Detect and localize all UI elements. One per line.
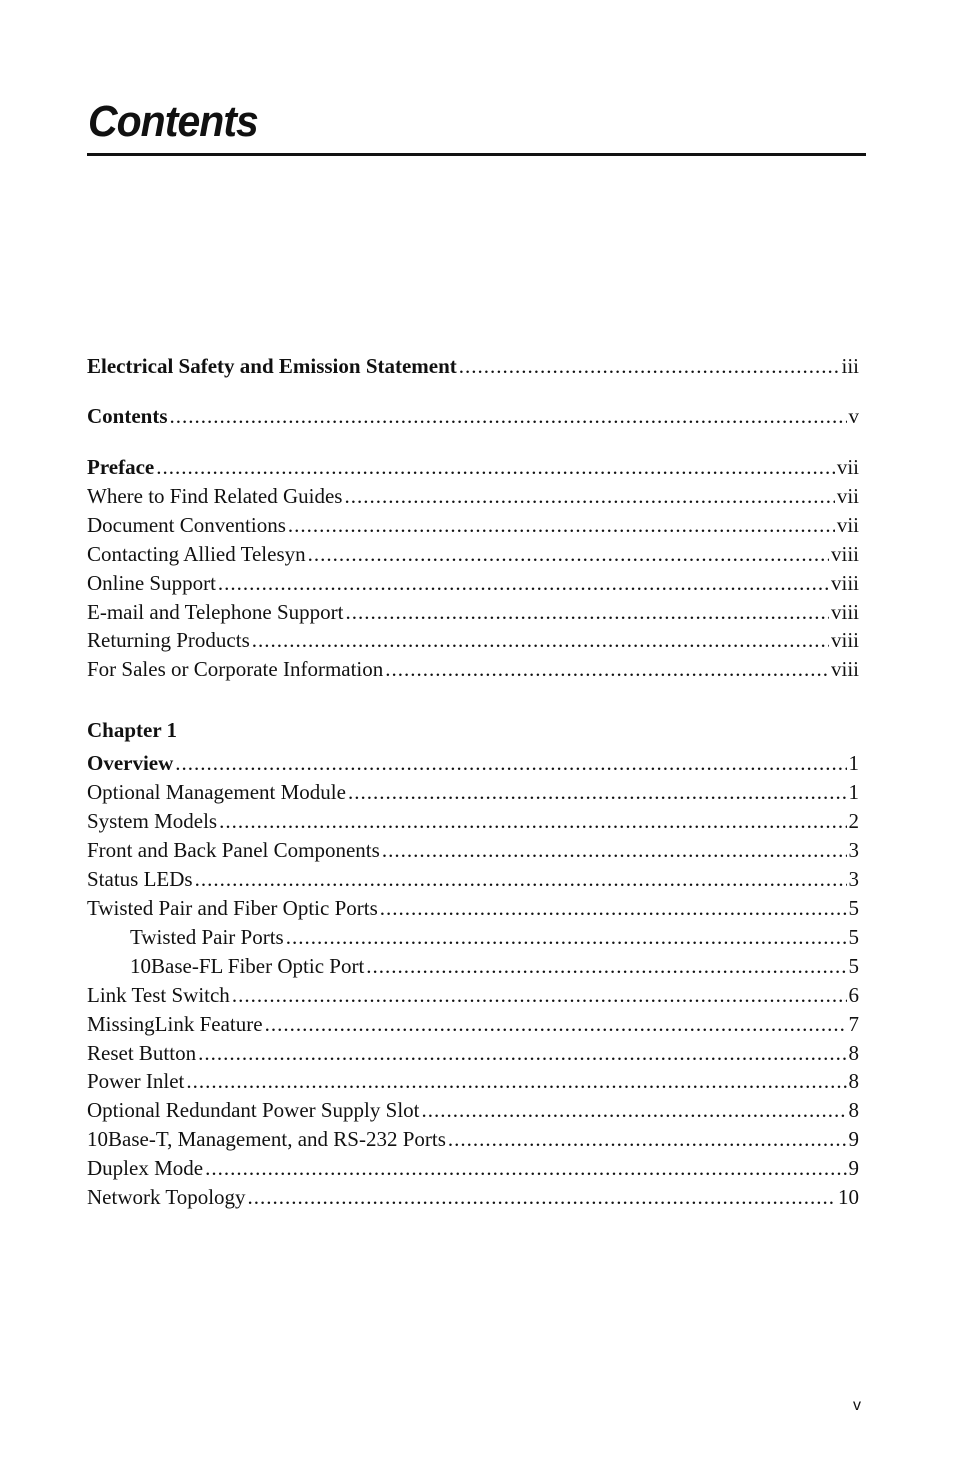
dot-leader [348, 779, 847, 805]
dot-leader [346, 599, 829, 625]
toc-entry-label: Twisted Pair and Fiber Optic Ports [87, 896, 378, 920]
toc-entry-power-inlet[interactable] [87, 1068, 859, 1094]
dot-leader [344, 483, 834, 509]
toc-entry-page: viii [830, 657, 859, 681]
toc-entry-ports[interactable] [87, 1126, 859, 1152]
toc-entry-page: 1 [848, 780, 859, 804]
toc-entry-missinglink[interactable] [87, 1011, 859, 1037]
toc-entry-label: Online Support [87, 571, 216, 595]
toc-entry-page: 7 [848, 1012, 859, 1036]
dot-leader [198, 1040, 846, 1066]
title-rule [87, 153, 866, 156]
toc-entry-tp-fiber-ports[interactable] [87, 895, 859, 921]
toc-entry-document-conventions[interactable] [87, 512, 859, 538]
toc-entry-label: System Models [87, 809, 218, 833]
toc-entry-sales-info[interactable] [87, 656, 859, 682]
toc-entry-label: Where to Find Related Guides [87, 484, 343, 508]
toc-entry-page: 8 [848, 1069, 859, 1093]
toc-entry-label: Duplex Mode [87, 1156, 204, 1180]
toc-entry-label: MissingLink Feature [87, 1012, 263, 1036]
dot-leader [382, 837, 847, 863]
dot-leader [186, 1068, 846, 1094]
toc-entry-label: Reset Button [87, 1041, 197, 1065]
toc-entry-label: Link Test Switch [87, 983, 230, 1007]
toc-entry-page: 5 [848, 896, 859, 920]
toc-entry-contents[interactable] [87, 403, 859, 429]
toc-entry-page: iii [841, 354, 859, 378]
toc-entry-system-models[interactable] [87, 808, 859, 834]
toc-entry-page: 2 [848, 809, 859, 833]
dot-leader [252, 627, 829, 653]
toc-entry-label: Status LEDs [87, 867, 193, 891]
toc-entry-label: Optional Redundant Power Supply Slot [87, 1098, 420, 1122]
toc-entry-label: Returning Products [87, 628, 250, 652]
toc-entry-fiber-optic-port[interactable] [87, 953, 859, 979]
toc-entry-page: v [848, 404, 859, 428]
dot-leader [422, 1097, 847, 1123]
toc-entry-redundant-power[interactable] [87, 1097, 859, 1123]
toc-entry-label: For Sales or Corporate Information [87, 657, 384, 681]
toc-entry-page: 6 [848, 983, 859, 1007]
toc-entry-page: viii [830, 600, 859, 624]
toc-entry-label: Network Topology [87, 1185, 246, 1209]
toc-entry-label: Document Conventions [87, 513, 286, 537]
toc-entry-label: 10Base-FL Fiber Optic Port [130, 954, 365, 978]
toc-entry-label: Preface [87, 455, 155, 479]
toc-entry-page: 8 [848, 1098, 859, 1122]
dot-leader [219, 808, 846, 834]
chapter-heading: Chapter 1 [87, 718, 178, 742]
page-title: Contents [88, 97, 258, 146]
dot-leader [175, 750, 846, 776]
toc-entry-network-topology[interactable] [87, 1184, 859, 1210]
dot-leader [459, 353, 840, 379]
toc-entry-page: 9 [848, 1127, 859, 1151]
toc-entry-status-leds[interactable] [87, 866, 859, 892]
toc-entry-email-telephone[interactable] [87, 599, 859, 625]
toc-entry-page: 3 [848, 867, 859, 891]
toc-entry-label: Front and Back Panel Components [87, 838, 380, 862]
toc-entry-management-module[interactable] [87, 779, 859, 805]
toc-entry-duplex-mode[interactable] [87, 1155, 859, 1181]
dot-leader [205, 1155, 846, 1181]
toc-entry-page: vii [836, 484, 859, 508]
toc-entry-label: Contacting Allied Telesyn [87, 542, 306, 566]
toc-entry-preface[interactable] [87, 454, 859, 480]
toc-entry-page: 3 [848, 838, 859, 862]
toc-entry-page: 9 [848, 1156, 859, 1180]
dot-leader [308, 541, 829, 567]
toc-entry-label: Power Inlet [87, 1069, 185, 1093]
toc-entry-online-support[interactable] [87, 570, 859, 596]
dot-leader [288, 512, 835, 538]
toc-entry-panel-components[interactable] [87, 837, 859, 863]
dot-leader [170, 403, 847, 429]
toc-entry-page: 8 [848, 1041, 859, 1065]
dot-leader [218, 570, 829, 596]
toc-entry-label: Electrical Safety and Emission Statement [87, 354, 457, 378]
dot-leader [286, 924, 847, 950]
toc-entry-safety-statement[interactable] [87, 353, 859, 379]
dot-leader [232, 982, 847, 1008]
toc-entry-related-guides[interactable] [87, 483, 859, 509]
toc-entry-label: Optional Management Module [87, 780, 346, 804]
toc-entry-label: 10Base-T, Management, and RS-232 Ports [87, 1127, 446, 1151]
toc-entry-returning-products[interactable] [87, 627, 859, 653]
dot-leader [366, 953, 846, 979]
dot-leader [265, 1011, 847, 1037]
dot-leader [156, 454, 835, 480]
toc-entry-page: viii [830, 542, 859, 566]
toc-entry-label: E-mail and Telephone Support [87, 600, 344, 624]
toc-entry-overview[interactable] [87, 750, 859, 776]
dot-leader [248, 1184, 836, 1210]
toc-entry-label: Overview [87, 751, 174, 775]
toc-entry-contacting[interactable] [87, 541, 859, 567]
toc-entry-twisted-pair-ports[interactable] [87, 924, 859, 950]
toc-entry-reset-button[interactable] [87, 1040, 859, 1066]
toc-entry-label: Twisted Pair Ports [130, 925, 284, 949]
dot-leader [380, 895, 847, 921]
dot-leader [448, 1126, 847, 1152]
dot-leader [195, 866, 847, 892]
toc-entry-link-test-switch[interactable] [87, 982, 859, 1008]
dot-leader [385, 656, 829, 682]
page-number: v [853, 1397, 861, 1414]
toc-entry-page: 5 [848, 925, 859, 949]
toc-entry-page: 5 [848, 954, 859, 978]
toc-entry-page: 10 [838, 1185, 859, 1209]
toc-entry-page: vii [836, 513, 859, 537]
toc-entry-page: viii [830, 628, 859, 652]
toc-entry-page: 1 [848, 751, 859, 775]
toc-entry-page: vii [836, 455, 859, 479]
toc-entry-page: viii [830, 571, 859, 595]
toc-entry-label: Contents [87, 404, 168, 428]
